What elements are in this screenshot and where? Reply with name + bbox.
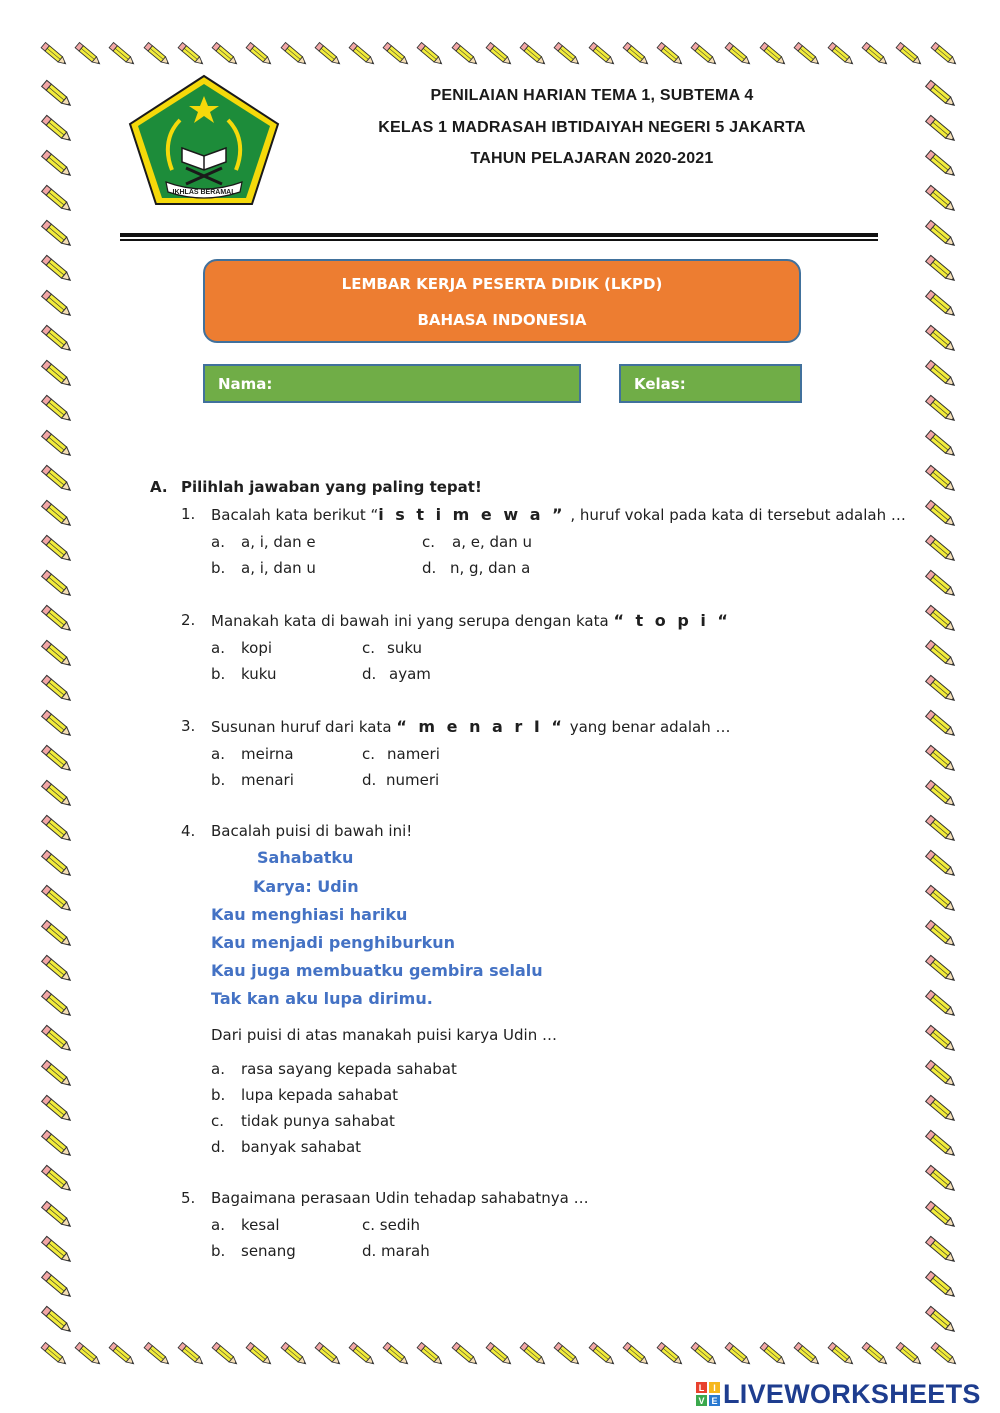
pencil-icon [175,38,209,72]
pencil-icon [922,288,962,322]
poem-line-4: Tak kan aku lupa dirimu. [211,989,433,1008]
q5-option-a-letter[interactable]: a. [211,1216,225,1234]
pencil-icon [791,38,825,72]
pencil-icon [38,1093,78,1127]
pencil-icon [922,673,962,707]
q4-option-a[interactable]: rasa sayang kepada sahabat [241,1060,457,1078]
section-instruction: Pilihlah jawaban yang paling tepat! [181,478,482,496]
pencil-icon [278,38,312,72]
pencil-icon [859,1338,893,1372]
pencil-icon [483,38,517,72]
q3-option-d-letter[interactable]: d. [362,771,377,789]
pencil-icon [38,288,78,322]
pencil-icon [38,253,78,287]
watermark-text: LIVEWORKSHEETS [723,1378,981,1409]
pencil-icon [922,1163,962,1197]
pencil-icon [38,988,78,1022]
q4-text: Bacalah puisi di bawah ini! [211,822,413,840]
pencil-icon [586,1338,620,1372]
banner-title: LEMBAR KERJA PESERTA DIDIK (LKPD) [341,275,663,293]
pencil-icon [38,813,78,847]
pencil-border-left [38,78,78,1338]
pencil-icon [922,848,962,882]
pencil-icon [449,38,483,72]
q4-option-c-letter[interactable]: c. [211,1112,225,1130]
header-school: KELAS 1 MADRASAH IBTIDAIYAH NEGERI 5 JAKARTA [378,119,806,136]
pencil-icon [825,1338,859,1372]
pencil-icon [922,1023,962,1057]
pencil-icon [757,1338,791,1372]
q5-option-c[interactable]: c. sedih [362,1216,421,1234]
poem-author: Karya: Udin [253,877,359,896]
pencil-icon [38,218,78,252]
q2-option-d[interactable]: ayam [389,665,431,683]
pencil-icon [859,38,893,72]
pencil-icon [922,988,962,1022]
pencil-icon [38,393,78,427]
q3-word: “ m e n a r I “ [396,717,565,736]
pencil-icon [38,38,72,72]
pencil-icon [922,393,962,427]
pencil-icon [922,953,962,987]
pencil-icon [922,1304,962,1338]
pencil-icon [722,38,756,72]
pencil-icon [38,603,78,637]
pencil-icon [312,38,346,72]
q3-option-c-letter[interactable]: c. [362,745,376,763]
pencil-icon [175,1338,209,1372]
q3-option-d[interactable]: numeri [386,771,440,789]
pencil-icon [243,38,277,72]
pencil-icon [922,218,962,252]
kelas-field[interactable]: Kelas: [619,364,802,403]
q1-post: , huruf vokal pada kata di tersebut adalah … [565,506,906,524]
pencil-icon [922,498,962,532]
pencil-icon [922,813,962,847]
pencil-icon [922,253,962,287]
q4-option-a-letter[interactable]: a. [211,1060,225,1078]
pencil-icon [312,1338,346,1372]
q5-option-d[interactable]: d. marah [362,1242,430,1260]
pencil-icon [922,358,962,392]
header-divider-thin [120,239,878,241]
q1-option-c-letter[interactable]: c. [422,533,436,551]
pencil-icon [346,1338,380,1372]
q3-option-b[interactable]: menari [241,771,294,789]
pencil-icon [38,883,78,917]
pencil-icon [414,38,448,72]
q3-option-b-letter[interactable]: b. [211,771,226,789]
pencil-icon [38,743,78,777]
pencil-icon [654,38,688,72]
pencil-border-bottom [38,1338,962,1378]
pencil-icon [38,463,78,497]
logo-letter-e: E [711,1396,718,1406]
pencil-icon [38,918,78,952]
pencil-icon [38,778,78,812]
pencil-icon [38,848,78,882]
pencil-icon [922,1269,962,1303]
pencil-icon [346,38,380,72]
q4-option-d-letter[interactable]: d. [211,1138,226,1156]
pencil-icon [893,1338,927,1372]
pencil-icon [922,568,962,602]
pencil-icon [620,1338,654,1372]
banner-subject: BAHASA INDONESIA [417,311,587,329]
q3-pre: Susunan huruf dari kata [211,718,397,736]
q3-option-c[interactable]: nameri [387,745,440,763]
q4-option-d[interactable]: banyak sahabat [241,1138,362,1156]
poem-title: Sahabatku [257,848,354,867]
pencil-icon [922,1093,962,1127]
header-year: TAHUN PELAJARAN 2020-2021 [470,150,714,167]
pencil-icon [38,1304,78,1338]
pencil-icon [38,1163,78,1197]
pencil-icon [38,113,78,147]
q4-sub-question: Dari puisi di atas manakah puisi karya Udin … [211,1026,557,1044]
pencil-icon [278,1338,312,1372]
pencil-icon [551,1338,585,1372]
pencil-icon [38,533,78,567]
q2-option-b-letter[interactable]: b. [211,665,226,683]
pencil-icon [922,778,962,812]
pencil-icon [414,1338,448,1372]
section-letter: A. [150,478,168,496]
q5-number: 5. [181,1189,196,1207]
pencil-icon [38,673,78,707]
pencil-icon [517,38,551,72]
q5-option-a[interactable]: kesal [241,1216,280,1234]
q3-text [211,717,730,736]
q5-option-b[interactable]: senang [241,1242,296,1260]
pencil-icon [922,1058,962,1092]
pencil-icon [38,323,78,357]
pencil-icon [106,38,140,72]
logo-letter-v: V [698,1396,705,1406]
pencil-icon [72,38,106,72]
q1-option-a[interactable]: a, i, dan e [241,533,316,551]
q3-option-a-letter[interactable]: a. [211,745,225,763]
q1-option-b-letter[interactable]: b. [211,559,226,577]
q1-option-a-letter[interactable]: a. [211,533,225,551]
pencil-icon [928,1338,962,1372]
q4-option-b-letter[interactable]: b. [211,1086,226,1104]
pencil-icon [922,323,962,357]
nama-field[interactable]: Nama: [203,364,581,403]
pencil-icon [72,1338,106,1372]
pencil-icon [483,1338,517,1372]
pencil-icon [922,533,962,567]
pencil-icon [449,1338,483,1372]
q1-option-b[interactable]: a, i, dan u [241,559,316,577]
pencil-icon [209,1338,243,1372]
pencil-icon [209,38,243,72]
poem-line-3: Kau juga membuatku gembira selalu [211,961,543,980]
q2-option-a-letter[interactable]: a. [211,639,225,657]
q2-word: “ t o p i “ [613,611,731,630]
q5-option-b-letter[interactable]: b. [211,1242,226,1260]
pencil-icon [380,38,414,72]
pencil-icon [922,183,962,217]
pencil-icon [688,38,722,72]
pencil-icon [38,1234,78,1268]
q2-option-c[interactable]: suku [387,639,423,657]
pencil-icon [141,1338,175,1372]
q5-text: Bagaimana perasaan Udin tehadap sahabatnya … [211,1189,589,1207]
pencil-icon [922,603,962,637]
pencil-icon [243,1338,277,1372]
q3-post: yang benar adalah … [564,718,731,736]
q1-option-d-letter[interactable]: d. [422,559,437,577]
pencil-icon [38,183,78,217]
pencil-icon [791,1338,825,1372]
q1-number: 1. [181,505,196,523]
logo-letter-l: L [698,1383,705,1393]
header-title: PENILAIAN HARIAN TEMA 1, SUBTEMA 4 [430,87,754,104]
pencil-icon [38,638,78,672]
pencil-border-right [922,78,962,1338]
q2-number: 2. [181,611,196,629]
q2-text [211,611,731,630]
pencil-icon [922,1199,962,1233]
q1-pre: Bacalah kata berikut “ [211,506,379,524]
q2-option-a[interactable]: kopi [241,639,273,657]
pencil-icon [38,1338,72,1372]
pencil-icon [38,428,78,462]
lkpd-banner [203,259,801,343]
pencil-icon [38,1269,78,1303]
q1-text [211,505,906,524]
pencil-icon [922,1128,962,1162]
pencil-icon [38,78,78,112]
q1-word: i s t i m e w a ” [378,505,566,524]
pencil-icon [722,1338,756,1372]
pencil-icon [757,38,791,72]
pencil-icon [922,883,962,917]
poem-line-1: Kau menghiasi hariku [211,905,408,924]
header-divider-thick [120,233,878,237]
pencil-icon [688,1338,722,1372]
pencil-icon [141,38,175,72]
pencil-icon [38,1058,78,1092]
logo-letter-i: I [713,1383,716,1393]
pencil-icon [922,743,962,777]
liveworksheets-watermark[interactable] [696,1377,981,1411]
pencil-icon [517,1338,551,1372]
pencil-icon [928,38,962,72]
pencil-icon [38,358,78,392]
logo-motto: IKHLAS BERAMAL [172,189,236,196]
q2-pre: Manakah kata di bawah ini yang serupa dengan kata [211,612,614,630]
pencil-icon [38,953,78,987]
pencil-icon [825,38,859,72]
pencil-icon [38,498,78,532]
pencil-icon [922,1234,962,1268]
pencil-icon [654,1338,688,1372]
poem-line-2: Kau menjadi penghiburkun [211,933,456,952]
pencil-icon [922,918,962,952]
q4-option-c[interactable]: tidak punya sahabat [241,1112,395,1130]
pencil-icon [551,38,585,72]
pencil-icon [922,708,962,742]
pencil-icon [922,463,962,497]
q3-option-a[interactable]: meirna [241,745,294,763]
q3-number: 3. [181,717,196,735]
q1-option-d[interactable]: n, g, dan a [450,559,531,577]
q4-number: 4. [181,822,196,840]
q4-option-b[interactable]: lupa kepada sahabat [241,1086,399,1104]
pencil-icon [38,1128,78,1162]
liveworksheets-logo-icon [696,1382,720,1406]
pencil-icon [620,38,654,72]
q2-option-b[interactable]: kuku [241,665,277,683]
pencil-icon [380,1338,414,1372]
pencil-icon [38,568,78,602]
q1-option-c[interactable]: a, e, dan u [452,533,532,551]
pencil-icon [893,38,927,72]
pencil-icon [922,428,962,462]
pencil-icon [922,638,962,672]
q2-option-c-letter[interactable]: c. [362,639,376,657]
pencil-icon [38,1199,78,1233]
pencil-icon [38,708,78,742]
pencil-icon [38,1023,78,1057]
pencil-icon [106,1338,140,1372]
pencil-icon [38,148,78,182]
pencil-icon [586,38,620,72]
q2-option-d-letter[interactable]: d. [362,665,377,683]
